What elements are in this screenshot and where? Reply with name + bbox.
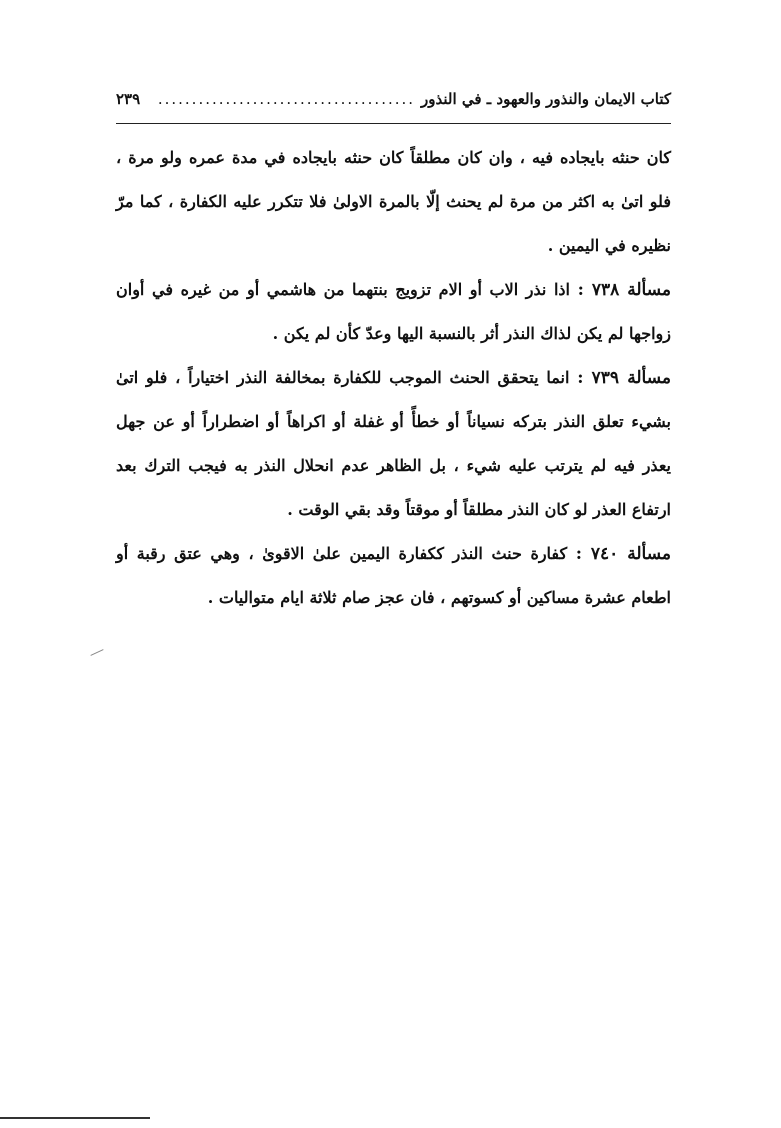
paragraph-continuation: [116, 136, 671, 268]
scan-mark: [90, 649, 103, 656]
body-text: [116, 136, 671, 620]
paragraph-issue-738: [116, 268, 671, 356]
paragraph-text: اذا نذر الاب أو الام تزويج بنتهما من هاشمي أو من غيره في أوان زواجها لم يكن لذاك النذر أثر بالنسبة اليها وعدّ كأن لم يكن .: [116, 280, 671, 343]
header-title: كتاب الايمان والنذور والعهود ـ في النذور: [421, 90, 671, 108]
paragraph-text: كفارة حنث النذر ككفارة اليمين علىٰ الاقوىٰ ، وهي عتق رقبة أو اطعام عشرة مساكين أو كسوتهم ، فان عجز صام ثلاثة ايام متواليات .: [116, 544, 671, 607]
running-header: [116, 90, 671, 120]
issue-label: مسألة ٧٤٠ :: [575, 544, 671, 564]
issue-label: مسألة ٧٣٩ :: [577, 368, 671, 388]
paragraph-issue-739: [116, 356, 671, 532]
page-number: ٢٣٩: [116, 90, 141, 108]
paragraph-text: انما يتحقق الحنث الموجب للكفارة بمخالفة النذر اختياراً ، فلو اتىٰ بشيء تعلق النذر بتركه نسياناً أو خطأً أو غفلة أو اكراهاً أو اضطراراً أو عن جهل يعذر فيه لم يترتب عليه شيء ، بل الظاهر عدم انحلال النذر به فيجب الترك بعد ارتفاع العذر لو كان النذر مطلقاً أو موقتاً وقد بقي الوقت .: [116, 368, 672, 519]
paragraph-text: كان حنثه بايجاده فيه ، وان كان مطلقاً كان حنثه بايجاده في مدة عمره ولو مرة ، فلو اتىٰ به اكثر من مرة لم يحنث إلّا بالمرة الاولىٰ فلا تتكرر عليه الكفارة ، كما مرّ نظيره في اليمين .: [116, 148, 671, 255]
header-leader-dots: ......................................: [157, 90, 416, 108]
issue-label: مسألة ٧٣٨ :: [577, 280, 672, 300]
paragraph-issue-740: [116, 532, 671, 620]
header-rule: [116, 123, 671, 124]
scan-edge-line: [0, 1117, 150, 1119]
